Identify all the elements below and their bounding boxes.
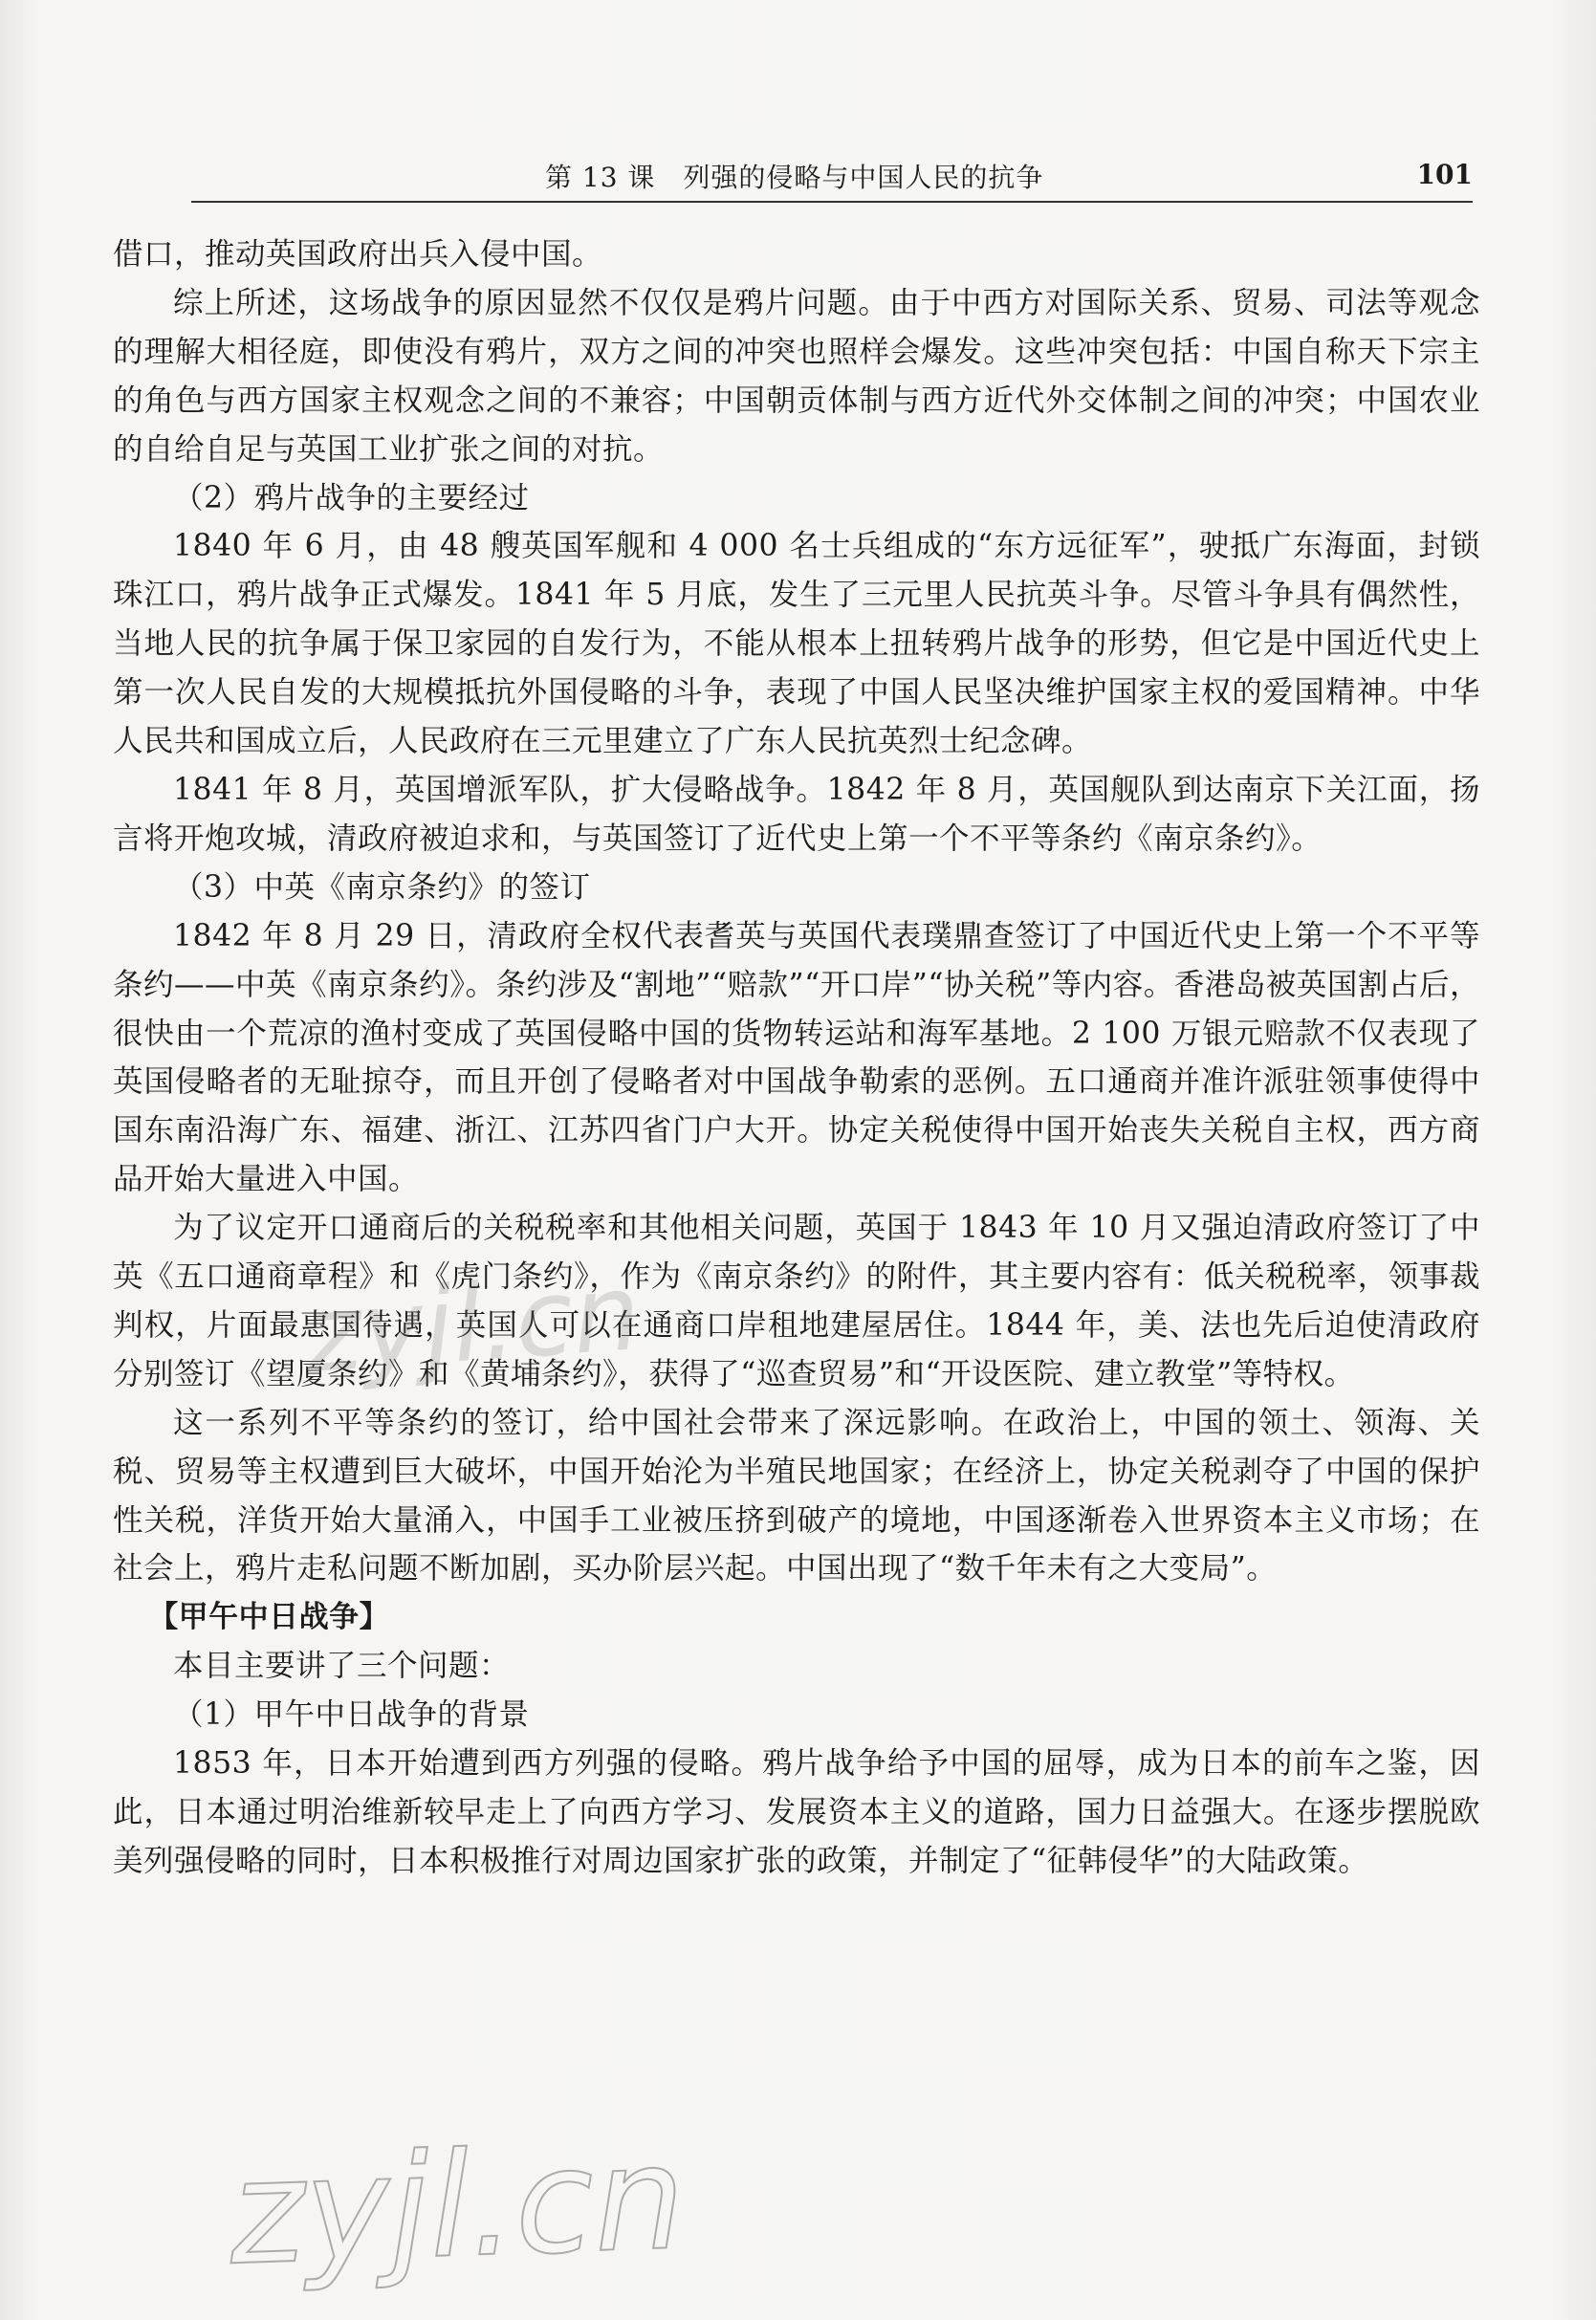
section-heading: 【甲午中日战争】 <box>148 1600 390 1635</box>
body-text <box>113 230 1480 1886</box>
paragraph: 综上所述，这场战争的原因显然不仅仅是鸦片问题。由于中西方对国际关系、贸易、司法等观念的理解大相径庭，即使没有鸦片，双方之间的冲突也照样会爆发。这些冲突包括：中国自称天下宗主的角色与西方国家主权观念之间的不兼容；中国朝贡体制与西方近代外交体制之间的冲突；中国农业的自给自足与英国工业扩张之间的对抗。 <box>113 285 1480 467</box>
page-number: 101 <box>1416 159 1473 190</box>
watermark: zyjl.cn <box>301 1250 645 1397</box>
paragraph: 为了议定开口通商后的关税税率和其他相关问题，英国于 1843 年 10 月又强迫清政府签订了中英《五口通商章程》和《虎门条约》，作为《南京条约》的附件，其主要内容有：低关税税率，领事裁判权，片面最惠国待遇，英国人可以在通商口岸租地建屋居住。1844 年，美、法也先后迫使清政府分别签订《望厦条约》和《黄埔条约》，获得了“巡查贸易”和“开设医院、建立教堂”等特权。 <box>113 1211 1480 1391</box>
subheading: （1）甲午中日战争的背景 <box>173 1697 530 1733</box>
watermark-logo: zyjl.cn <box>227 2114 688 2298</box>
subheading: （2）鸦片战争的主要经过 <box>173 480 530 515</box>
paragraph: 1842 年 8 月 29 日，清政府全权代表耆英与英国代表璞鼎查签订了中国近代史上第一个不平等条约——中英《南京条约》。条约涉及“割地”“赔款”“开口岸”“协关税”等内容。香港岛被英国割占后，很快由一个荒凉的渔村变成了英国侵略中国的货物转运站和海军基地。2 100 万银元赔款不仅表现了英国侵略者的无耻掠夺，而且开创了侵略者对中国战争勒索的恶例。五口通商并准许派驻领事使得中国东南沿海广东、福建、浙江、江苏四省门户大开。协定关税使得中国开始丧失关税自主权，西方商品开始大量进入中国。 <box>113 918 1480 1197</box>
paragraph: 本目主要讲了三个问题： <box>173 1649 511 1684</box>
page-header <box>191 153 1473 203</box>
paragraph: 1841 年 8 月，英国增派军队，扩大侵略战争。1842 年 8 月，英国舰队到达南京下关江面，扬言将开炮攻城，清政府被迫求和，与英国签订了近代史上第一个不平等条约《南京条约》。 <box>113 772 1480 856</box>
chapter-title: 第 13 课 列强的侵略与中国人民的抗争 <box>545 162 1044 193</box>
paragraph: 1853 年，日本开始遭到西方列强的侵略。鸦片战争给予中国的屈辱，成为日本的前车之鉴，因此，日本通过明治维新较早走上了向西方学习、发展资本主义的道路，国力日益强大。在逐步摆脱欧美列强侵略的同时，日本积极推行对周边国家扩张的政策，并制定了“征韩侵华”的大陆政策。 <box>113 1746 1480 1878</box>
paragraph: 这一系列不平等条约的签订，给中国社会带来了深远影响。在政治上，中国的领土、领海、关税、贸易等主权遭到巨大破坏，中国开始沦为半殖民地国家；在经济上，协定关税剥夺了中国的保护性关税，洋货开始大量涌入，中国手工业被压挤到破产的境地，中国逐渐卷入世界资本主义市场；在社会上，鸦片走私问题不断加剧，买办阶层兴起。中国出现了“数千年未有之大变局”。 <box>113 1405 1480 1587</box>
paragraph: 借口，推动英国政府出兵入侵中国。 <box>113 237 603 272</box>
paragraph: 1840 年 6 月，由 48 艘英国军舰和 4 000 名士兵组成的“东方远征军”，驶抵广东海面，封锁珠江口，鸦片战争正式爆发。1841 年 5 月底，发生了三元里人民抗英斗争。尽管斗争具有偶然性，当地人民的抗争属于保卫家园的自发行为，不能从根本上扭转鸦片战争的形势，但它是中国近代史上第一次人民自发的大规模抵抗外国侵略的斗争，表现了中国人民坚决维护国家主权的爱国精神。中华人民共和国成立后，人民政府在三元里建立了广东人民抗英烈士纪念碑。 <box>113 529 1480 759</box>
subheading: （3）中英《南京条约》的签订 <box>173 869 591 905</box>
